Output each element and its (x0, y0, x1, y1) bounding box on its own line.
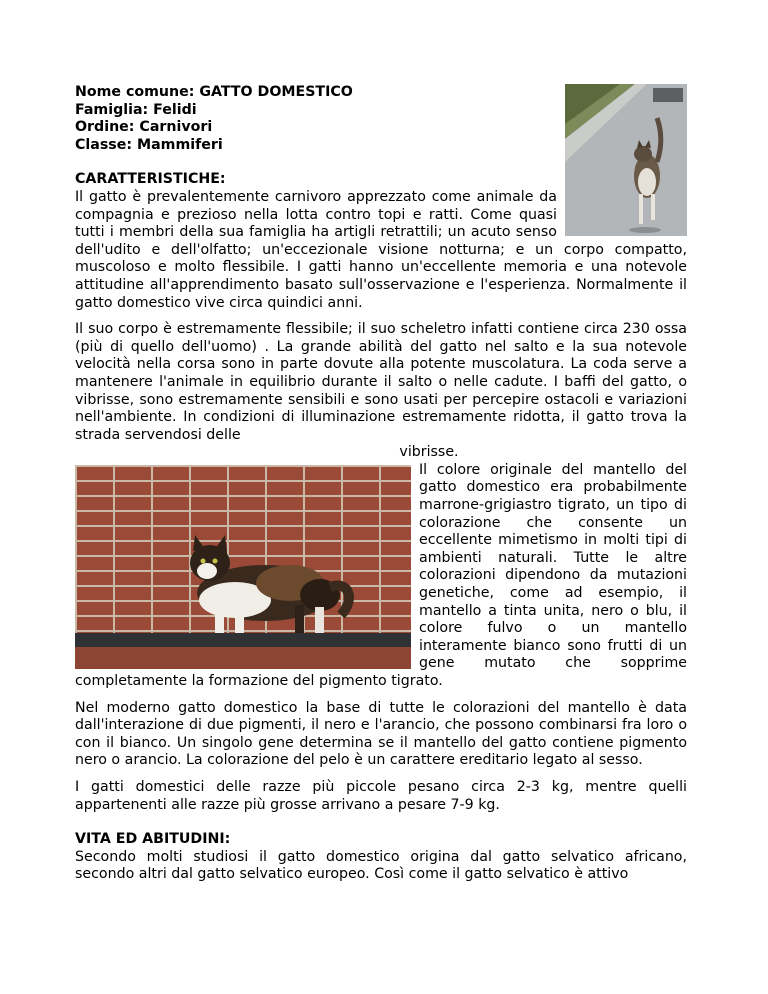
characteristics-title: CARATTERISTICHE: (75, 171, 226, 188)
order: Ordine: Carnivori (75, 119, 213, 136)
characteristics-paragraph-4: Nel moderno gatto domestico la base di tutte le colorazioni del mantello è data dall'interazione di due pigmenti, il nero e l'arancio, che possono combinarsi fra loro o con il bianco. Un singolo gene determina se il mantello del gatto contiene pigmento nero o arancio. La colorazione del pelo è un carattere ereditario legato al sesso. (75, 699, 687, 769)
common-name: Nome comune: GATTO DOMESTICO (75, 84, 353, 100)
document-page (75, 84, 687, 884)
cat-on-wall-photo (75, 465, 411, 669)
walking-cat-photo (565, 84, 687, 236)
family: Famiglia: Felidi (75, 101, 197, 118)
life-paragraph-1: Secondo molti studiosi il gatto domestico origina dal gatto selvatico africano, secondo altri dal gatto selvatico europeo. Così come il gatto selvatico è attivo (75, 848, 687, 883)
walking-cat-image (565, 84, 687, 236)
characteristics-paragraph-2: Il suo corpo è estremamente flessibile; il suo scheletro infatti contiene circa 230 ossa (più di quello dell'uomo) . La grande abilità del gatto nel salto e la sua notevole velocità nella corsa sono in parte dovute alla potente muscolatura. La coda serve a mantenere l'animale in equilibrio durante il salto o nelle cadute. I baffi del gatto, o vibrisse, sono estremamente sensibili e sono usati per percepire ostacoli e variazioni nell'ambiente. In condizioni di illuminazione estremamente ridotta, il gatto trova la strada servendosi delle (75, 321, 687, 443)
characteristics-paragraph-3: Il colore originale del mantello del gatto domestico era probabilmente marrone-grigiastro tigrato, un tipo di colorazione che consente un eccellente mimetismo in molti tipi di ambienti naturali. Tutte le altre colorazioni dipendono da mutazioni genetiche, come ad esempio, il mantello a tinta unita, nero o blu, il colore fulvo o un mantello interamente bianco sono frutti di un gene mutato che sopprime completamente la formazione del pigmento tigrato. (75, 461, 687, 689)
life-title: VITA ED ABITUDINI: (75, 831, 231, 848)
characteristics-paragraph-1: Il gatto è prevalentemente carnivoro apprezzato come animale da compagnia e prezioso nella lotta contro topi e ratti. Come quasi tutti i membri della sua famiglia ha artigli retrattili; un acuto senso dell'udito e dell'olfatto; un'eccezionale visione notturna; e un corpo compatto, muscoloso e molto flessibile. I gatti hanno un'eccellente memoria e una notevole attitudine all'apprendimento basato sull'osservazione e l'esperienza. Normalmente il gatto domestico vive circa quindici anni. (75, 188, 687, 311)
characteristics-paragraph-5: I gatti domestici delle razze più piccole pesano circa 2-3 kg, mentre quelli appartenenti alle razze più grosse arrivano a pesare 7-9 kg. (75, 778, 687, 813)
cat-on-wall-image (75, 465, 411, 669)
class: Classe: Mammiferi (75, 136, 223, 153)
characteristics-paragraph-2-tail: vibrisse. (399, 444, 459, 461)
